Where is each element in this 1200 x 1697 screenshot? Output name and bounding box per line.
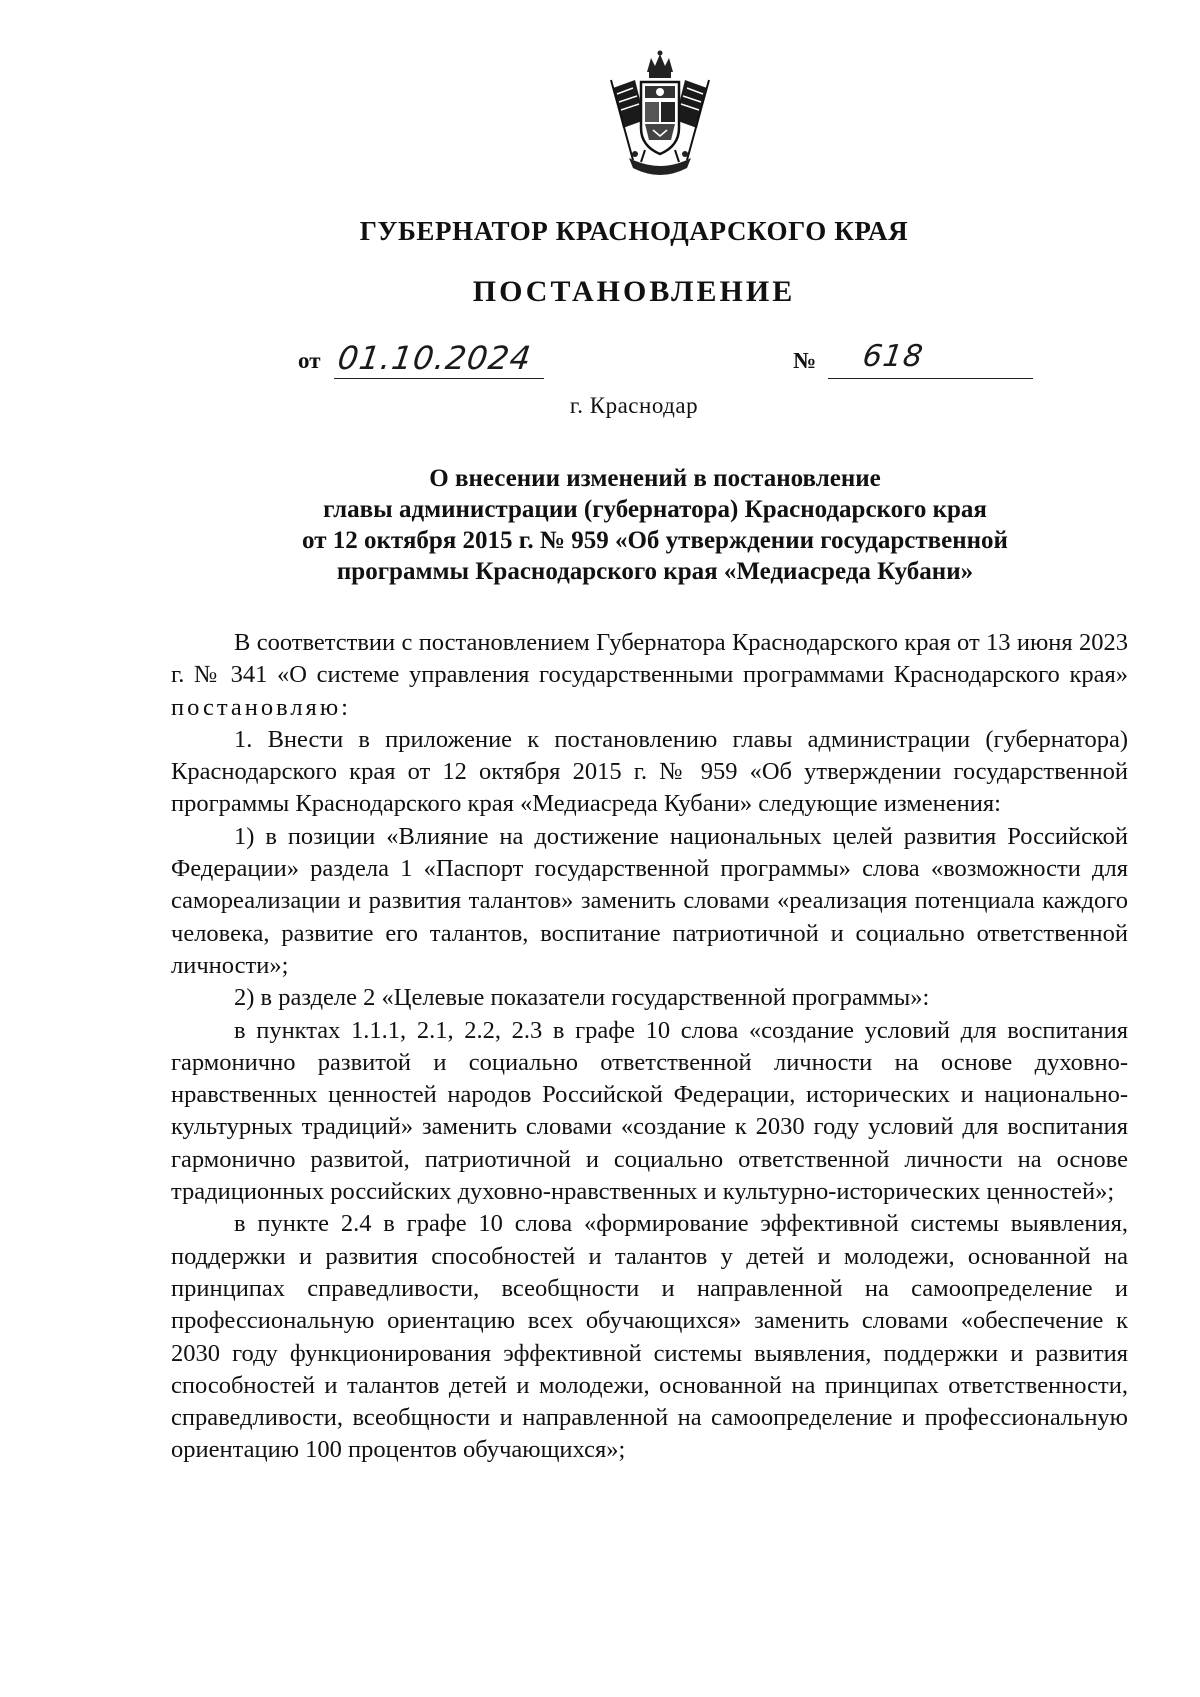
number-prefix: № — [793, 348, 817, 373]
handwritten-number: 618 — [860, 339, 926, 374]
body-paragraph: 1. Внести в приложение к постановлению главы администрации (губернатора) Краснодарского края от 12 октября 2015 г. № 959 «Об утверждении государственной программы Краснодарского края «Медиасреда Кубани» следующие изменения: — [171, 725, 1128, 818]
document-type: ПОСТАНОВЛЕНИЕ — [472, 275, 796, 308]
title-line: главы администрации (губернатора) Краснодарского края — [323, 496, 987, 523]
number-field — [828, 338, 1033, 379]
title-line: программы Краснодарского края «Медиасреда Кубани» — [336, 558, 974, 585]
preamble-text: В соответствии с постановлением Губернатора Краснодарского края от 13 июня 2023 г. № 341 «О системе управления государственными программами Краснодарского края» — [171, 629, 1128, 689]
title-line: О внесении изменений в постановление — [429, 465, 881, 492]
body-paragraph: 1) в позиции «Влияние на достижение национальных целей развития Российской Федерации» раздела 1 «Паспорт государственной программы» слова «возможности для самореализации и развития талантов» заменить словами «реализация потенциала каждого человека, развитие его талантов, воспитание патриотичной и социально ответственной личности»; — [171, 822, 1128, 979]
body-paragraph: в пунктах 1.1.1, 2.1, 2.2, 2.3 в графе 10 слова «создание условий для воспитания гармонично развитой и социально ответственной личности на основе духовно-нравственных ценностей народов Российской Федерации, исторических и национально-культурных традиций» заменить словами «создание к 2030 году условий для воспитания гармонично развитой, патриотичной и социально ответственной личности на основе традиционных российских духовно-нравственных и культурно-исторических ценностей»; — [171, 1016, 1128, 1206]
date-number-row — [298, 338, 1038, 382]
body-paragraph: в пункте 2.4 в графе 10 слова «формирование эффективной системы выявления, поддержки и развития способностей и талантов у детей и молодежи, основанной на принципах справедливости, всеобщности и направленной на самоопределение и профессиональную ориентацию всех обучающихся» заменить словами «обеспечение к 2030 году функционирования эффективной системы выявления, поддержки и развития способностей и талантов детей и молодежи, основанной на принципах ответственности, справедливости, всеобщности и направленной на самоопределение и профессиональную ориентацию 100 процентов обучающихся»; — [171, 1210, 1128, 1464]
document-title — [180, 463, 1130, 587]
date-field — [334, 338, 544, 379]
title-line: от 12 октября 2015 г. № 959 «Об утверждении государственной — [302, 527, 1008, 554]
date-prefix: от — [298, 348, 321, 373]
resolve-word: постановляю: — [171, 693, 351, 721]
body-paragraph: 2) в разделе 2 «Целевые показатели государственной программы»: — [234, 984, 930, 1012]
handwritten-date: 01.10.2024 — [335, 339, 534, 377]
issuing-authority: ГУБЕРНАТОР КРАСНОДАРСКОГО КРАЯ — [359, 216, 909, 246]
document-body — [171, 627, 1128, 1467]
city: г. Краснодар — [569, 393, 699, 418]
krasnodar-coat-of-arms-icon — [605, 50, 715, 180]
body-paragraph — [171, 627, 1128, 724]
